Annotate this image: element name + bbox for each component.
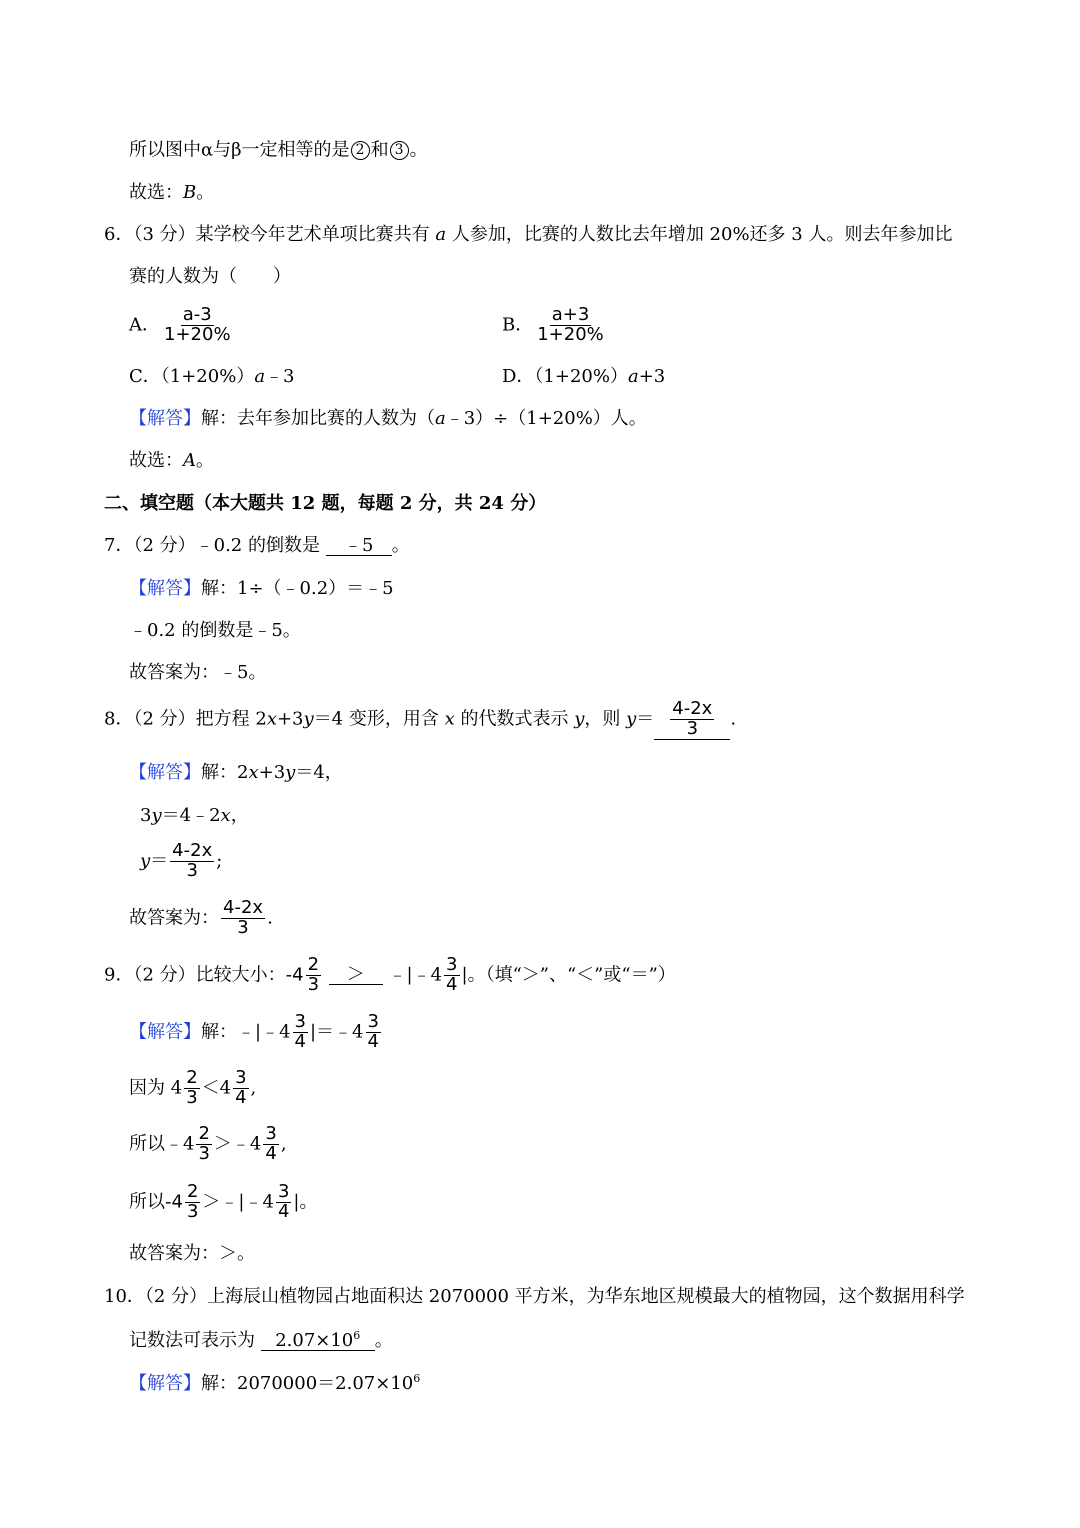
q9-answer-line5: 故答案为：＞。 bbox=[129, 1243, 255, 1264]
q6-option-d: D．（1+20%）a+3 bbox=[502, 366, 666, 387]
answer-tag: 【解答】 bbox=[129, 762, 201, 783]
q10-question-line1: 10．（2 分）上海辰山植物园占地面积达 2070000 平方米，为华东地区规模最大的植物园，这个数据用科学 bbox=[104, 1286, 965, 1307]
q6-option-a: A． $\frac{a-3}{1+20\%}$ bbox=[129, 304, 231, 345]
q10-answer: 【解答】解：$2070000=2.07\times 10^6$ bbox=[129, 1372, 421, 1394]
q6-answer: 【解答】解：去年参加比赛的人数为（a﹣3）÷（1+20%）人。 bbox=[129, 408, 647, 429]
answer-tag: 【解答】 bbox=[129, 578, 201, 599]
q10-question-line2: 记数法可表示为 $2.07\times 10^6$ 。 bbox=[129, 1329, 393, 1351]
q6-question-line2: 赛的人数为（ ） bbox=[129, 266, 291, 287]
option-b-fraction: $\frac{a+3}{1+20\%}$ bbox=[537, 304, 604, 345]
q9-question: 9．（2 分）比较大小：-4 $\frac{2}{3}$ ＞ ﹣|﹣4 $\frac{3}{4}$ |。（填“＞”、“＜”或“＝”） bbox=[104, 954, 676, 995]
q9-answer-line4: 所以-4 $\frac{2}{3}$ ＞﹣|﹣4 $\frac{3}{4}$ |。 bbox=[129, 1181, 318, 1222]
q7-answer-line3: 故答案为：﹣5。 bbox=[129, 662, 267, 683]
q6-question-line1: 6．（3 分）某学校今年艺术单项比赛共有 a 人参加，比赛的人数比去年增加 20%还多 3 人。则去年参加比 bbox=[104, 224, 953, 245]
answer-tag: 【解答】 bbox=[129, 408, 201, 429]
q8-answer: 【解答】解：2x+3y＝4， bbox=[129, 762, 343, 783]
circled-number-2: 2 bbox=[351, 141, 370, 160]
q8-answer-line2: 3y＝4﹣2x， bbox=[140, 805, 249, 826]
q9-answer-line3: 所以﹣4 $\frac{2}{3}$ ＞﹣4 $\frac{3}{4}$ , bbox=[129, 1123, 287, 1164]
q8-question: 8．（2 分）把方程 2x+3y＝4 变形，用含 x 的代数式表示 y，则 y＝ $\frac{4-2x}{3}$ . bbox=[104, 698, 737, 739]
q7-question: 7．（2 分）﹣0.2 的倒数是 ﹣5 。 bbox=[104, 535, 410, 556]
answer-tag: 【解答】 bbox=[129, 1021, 201, 1043]
q10-answer-blank: $2.07\times 10^6$ bbox=[261, 1330, 375, 1351]
q7-answer-blank: ﹣5 bbox=[326, 537, 392, 556]
q6-option-c: C．（1+20%）a﹣3 bbox=[129, 366, 295, 387]
q5-conclusion: 所以图中α与β一定相等的是 2 和 3 。 bbox=[129, 139, 428, 161]
q9-answer-blank: ＞ bbox=[329, 966, 383, 985]
section-title: 二、填空题（本大题共 12 题，每题 2 分，共 24 分） bbox=[104, 493, 547, 514]
circled-number-3: 3 bbox=[390, 141, 409, 160]
q5-select: 故选：B。 bbox=[129, 182, 215, 203]
q6-option-b: B． $\frac{a+3}{1+20\%}$ bbox=[502, 304, 604, 345]
q8-answer-line4: 故答案为： $\frac{4-2x}{3}$ . bbox=[129, 897, 273, 938]
option-a-fraction: $\frac{a-3}{1+20\%}$ bbox=[164, 304, 231, 345]
q8-answer-line3: y＝ $\frac{4-2x}{3}$ ; bbox=[140, 840, 223, 881]
q7-answer-line2: ﹣0.2 的倒数是﹣5。 bbox=[129, 620, 301, 641]
q9-answer-line2: 因为 4 $\frac{2}{3}$ ＜4 $\frac{3}{4}$ , bbox=[129, 1067, 257, 1108]
q9-answer: 【解答】解：﹣|﹣4 $\frac{3}{4}$ |＝﹣4 $\frac{3}{4}$ bbox=[129, 1011, 379, 1052]
q8-answer-blank: $\frac{4-2x}{3}$ bbox=[654, 700, 730, 740]
answer-tag: 【解答】 bbox=[129, 1373, 201, 1394]
q6-select: 故选：A。 bbox=[129, 450, 214, 471]
q7-answer: 【解答】解：1÷（﹣0.2）＝﹣5 bbox=[129, 578, 394, 599]
